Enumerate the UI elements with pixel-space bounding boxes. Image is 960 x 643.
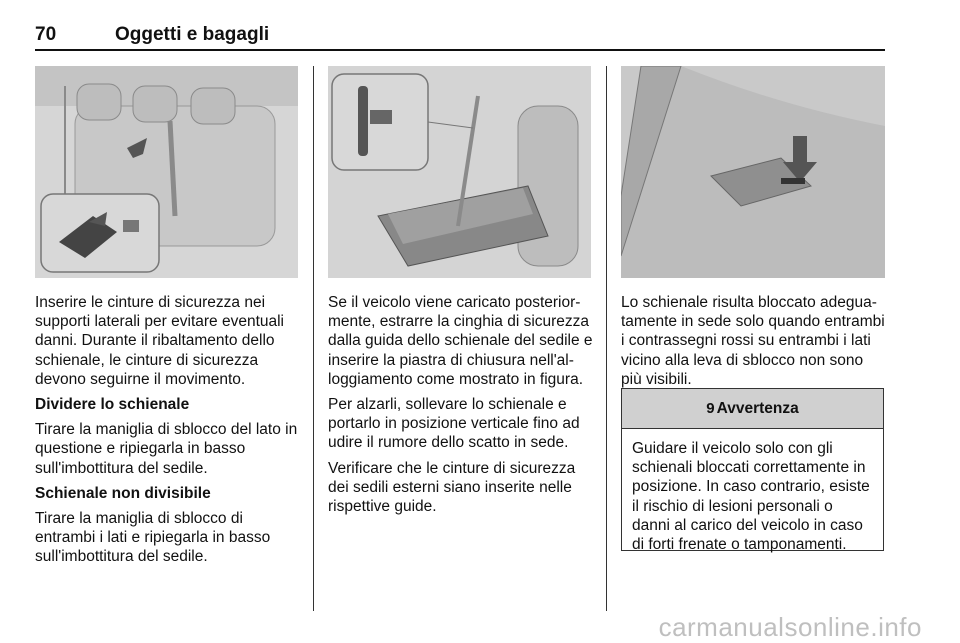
verify-belts-paragraph: Verificare che le cinture di sicurezza dei sedili esterni siano inserite nelle rispettive guide.	[328, 459, 576, 516]
column-divider-1	[313, 66, 314, 611]
page-number: 70	[35, 24, 57, 45]
column-2-text	[328, 293, 593, 522]
column-1-text	[35, 293, 300, 573]
page-header	[35, 22, 885, 50]
intro-paragraph: Inserire le cinture di sicurezza nei supporti laterali per evitare eventuali danni. Durante il ribaltamento dello schienale, le cinture di sicurezza devono seguirne il movimento.	[35, 294, 284, 388]
rear-loading-paragraph: Se il veicolo viene caricato posterior-mente, estrarre la cinghia di sicurezza dalla guida dello schienale del sedile e inserire la piastra di chiusura nell'al-loggiamento come mostrato in figura.	[328, 294, 593, 388]
warning-body: Guidare il veicolo solo con gli schienali bloccati correttamente in posizione. In caso contrario, esiste il rischio di lesioni personali o danni al carico del veicolo in caso di forti frenate o tamponamenti.	[632, 440, 870, 554]
lock-check-paragraph: Lo schienale risulta bloccato adegua-tamente in sede solo quando entrambi i contrassegni rossi su entrambi i lati vicino alla leva di sblocco non sono più visibili.	[621, 294, 885, 388]
split-backrest-paragraph: Tirare la maniglia di sblocco del lato in questione e ripiegarla in basso sull'imbottitura del sedile.	[35, 421, 298, 477]
non-split-backrest-paragraph: Tirare la maniglia di sblocco di entrambi i lati e ripiegarla in basso sull'imbottitura del sedile.	[35, 510, 271, 566]
heading-non-split-backrest: Schienale non divisibile	[35, 484, 211, 502]
figure-seat-lock-marker	[621, 66, 885, 278]
watermark-logo: carmanualsonline.info	[658, 612, 922, 642]
warning-triangle-icon: 9	[706, 400, 715, 417]
warning-title: Avvertenza	[716, 400, 799, 417]
figure-rear-seats-belt-holder	[35, 66, 298, 278]
heading-split-backrest: Dividere lo schienale	[35, 396, 190, 414]
chapter-title: Oggetti e bagagli	[115, 24, 270, 45]
header-rule	[35, 49, 885, 51]
column-divider-2	[606, 66, 607, 611]
warning-header	[622, 389, 883, 429]
raise-backrest-paragraph: Per alzarli, sollevare lo schienale e portarlo in posizione verticale fino ad udire il rumore dello scatto in sede.	[328, 396, 580, 452]
column-3-text	[621, 293, 887, 395]
figure-folded-seat-belt	[328, 66, 591, 278]
warning-box	[621, 388, 884, 554]
